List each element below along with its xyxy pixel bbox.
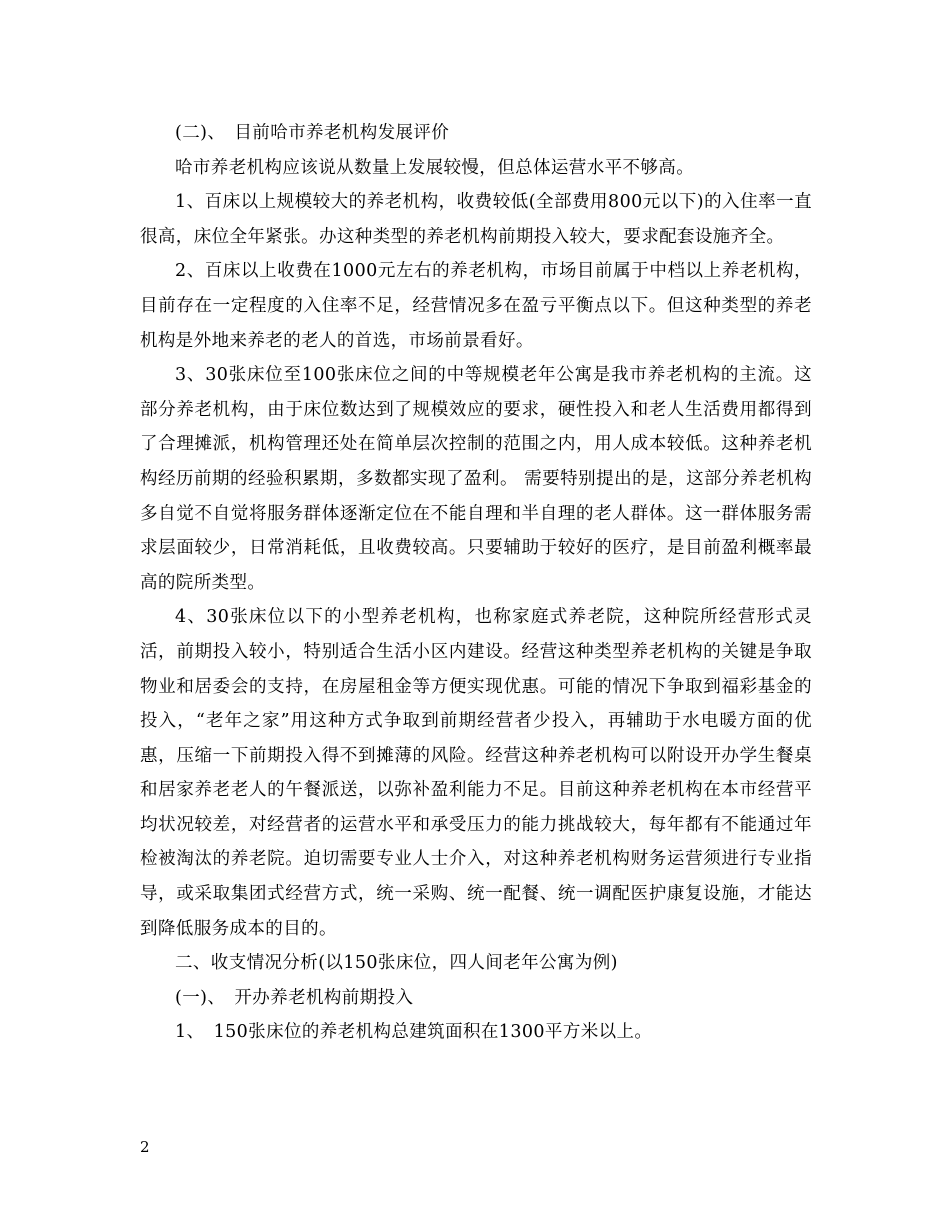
- document-body: [140, 116, 812, 1050]
- paragraph-item-4: 4、30张床位以下的小型养老机构，也称家庭式养老院，这种院所经营形式灵活，前期投入较小，特别适合生活小区内建设。经营这种类型养老机构的关键是争取物业和居委会的支持，在房屋租金等方便实现优惠。可能的情况下争取到福彩基金的投入，“老年之家”用这种方式争取到前期经营者少投入，再辅助于水电暖方面的优惠，压缩一下前期投入得不到摊薄的风险。经营这种养老机构可以附设开办学生餐桌和居家养老老人的午餐派送，以弥补盈利能力不足。目前这种养老机构在本市经营平均状况较差，对经营者的运营水平和承受压力的能力挑战较大，每年都有不能通过年检被淘汰的养老院。迫切需要专业人士介入，对这种养老机构财务运营须进行专业指导，或采取集团式经营方式，统一采购、统一配餐、统一调配医护康复设施，才能达到降低服务成本的目的。: [140, 607, 812, 939]
- paragraph-item-1: 1、百床以上规模较大的养老机构，收费较低(全部费用800元以下)的入住率一直很高，床位全年紧张。办这种类型的养老机构前期投入较大，要求配套设施齐全。: [140, 192, 812, 247]
- page-number: 2: [140, 1138, 150, 1156]
- subsection-heading-initial-investment: (一)、 开办养老机构前期投入: [175, 987, 414, 1008]
- paragraph-building-area: 1、 150张床位的养老机构总建筑面积在1300平方米以上。: [175, 1022, 653, 1043]
- paragraph-overview: 哈市养老机构应该说从数量上发展较慢，但总体运营水平不够高。: [175, 157, 695, 178]
- section-heading-evaluation: (二)、 目前哈市养老机构发展评价: [175, 123, 450, 143]
- section-heading-income-expense: 二、收支情况分析(以150张床位，四人间老年公寓为例): [175, 953, 618, 974]
- paragraph-item-2: 2、百床以上收费在1000元左右的养老机构，市场目前属于中档以上养老机构，目前存在一定程度的入住率不足，经营情况多在盈亏平衡点以下。但这种类型的养老机构是外地来养老的老人的首选，市场前景看好。: [140, 261, 812, 351]
- paragraph-item-3: 3、30张床位至100张床位之间的中等规模老年公寓是我市养老机构的主流。这部分养老机构，由于床位数达到了规模效应的要求，硬性投入和老人生活费用都得到了合理摊派，机构管理还处在简单层次控制的范围之内，用人成本较低。这种养老机构经历前期的经验积累期，多数都实现了盈利。 需要特别提出的是，这部分养老机构多自觉不自觉将服务群体逐渐定位在不能自理和半自理的老人群体。这一群体服务需求层面较少，日常消耗低，且收费较高。只要辅助于较好的医疗，是目前盈利概率最高的院所类型。: [140, 365, 812, 593]
